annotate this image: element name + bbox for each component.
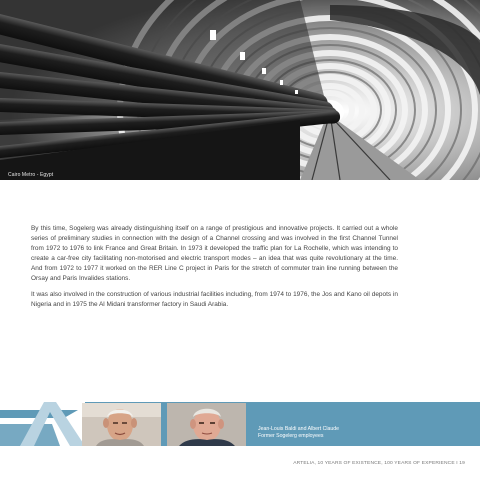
portrait-photo [167, 403, 246, 446]
company-logo [0, 402, 85, 446]
portrait-photo [82, 403, 161, 446]
article-paragraph: By this time, Sogelerg was already distinguishing itself on a range of prestigious and innovative projects. It carried out a whole series of preliminary studies in connection with the design of a Channel crossing and was involved in the first Channel Tunnel from 1972 to 1976 to link France and Great Britain. In 1973 it developed the traffic plan for La Rochelle, which was intending to create a car-free city facilitating non-motorised and electric transport modes – an idea that was quite revolutionary at the time. And from 1972 to 1977 it worked on the RER Line C project in Paris for the stretch of commuter train line running between the Orsay and Paris Invalides stations. [31, 225, 398, 283]
caption-role: Former Sogelerg employees [258, 433, 324, 439]
tunnel-illustration [0, 0, 480, 180]
article-body [31, 224, 398, 315]
tunnel-photo [0, 0, 480, 180]
article-paragraph: It was also involved in the construction of various industrial facilities including, from 1974 to 1976, the Jos and Kano oil depots in Nigeria and in 1975 the Al Midani transformer factory in Saudi Arabia. [31, 290, 398, 308]
page-footer: ARTELIA, 10 YEARS OF EXISTENCE, 100 YEARS OF EXPERIENCE I 19 [293, 461, 465, 466]
caption-names: Jean-Louis Baldi and Albert Claude [258, 426, 340, 432]
logo-mark [0, 402, 85, 446]
photo-caption: Cairo Metro - Egypt [8, 172, 54, 178]
man-portrait-icon [82, 403, 161, 446]
band-caption [258, 426, 339, 440]
man-portrait-icon [167, 403, 246, 446]
